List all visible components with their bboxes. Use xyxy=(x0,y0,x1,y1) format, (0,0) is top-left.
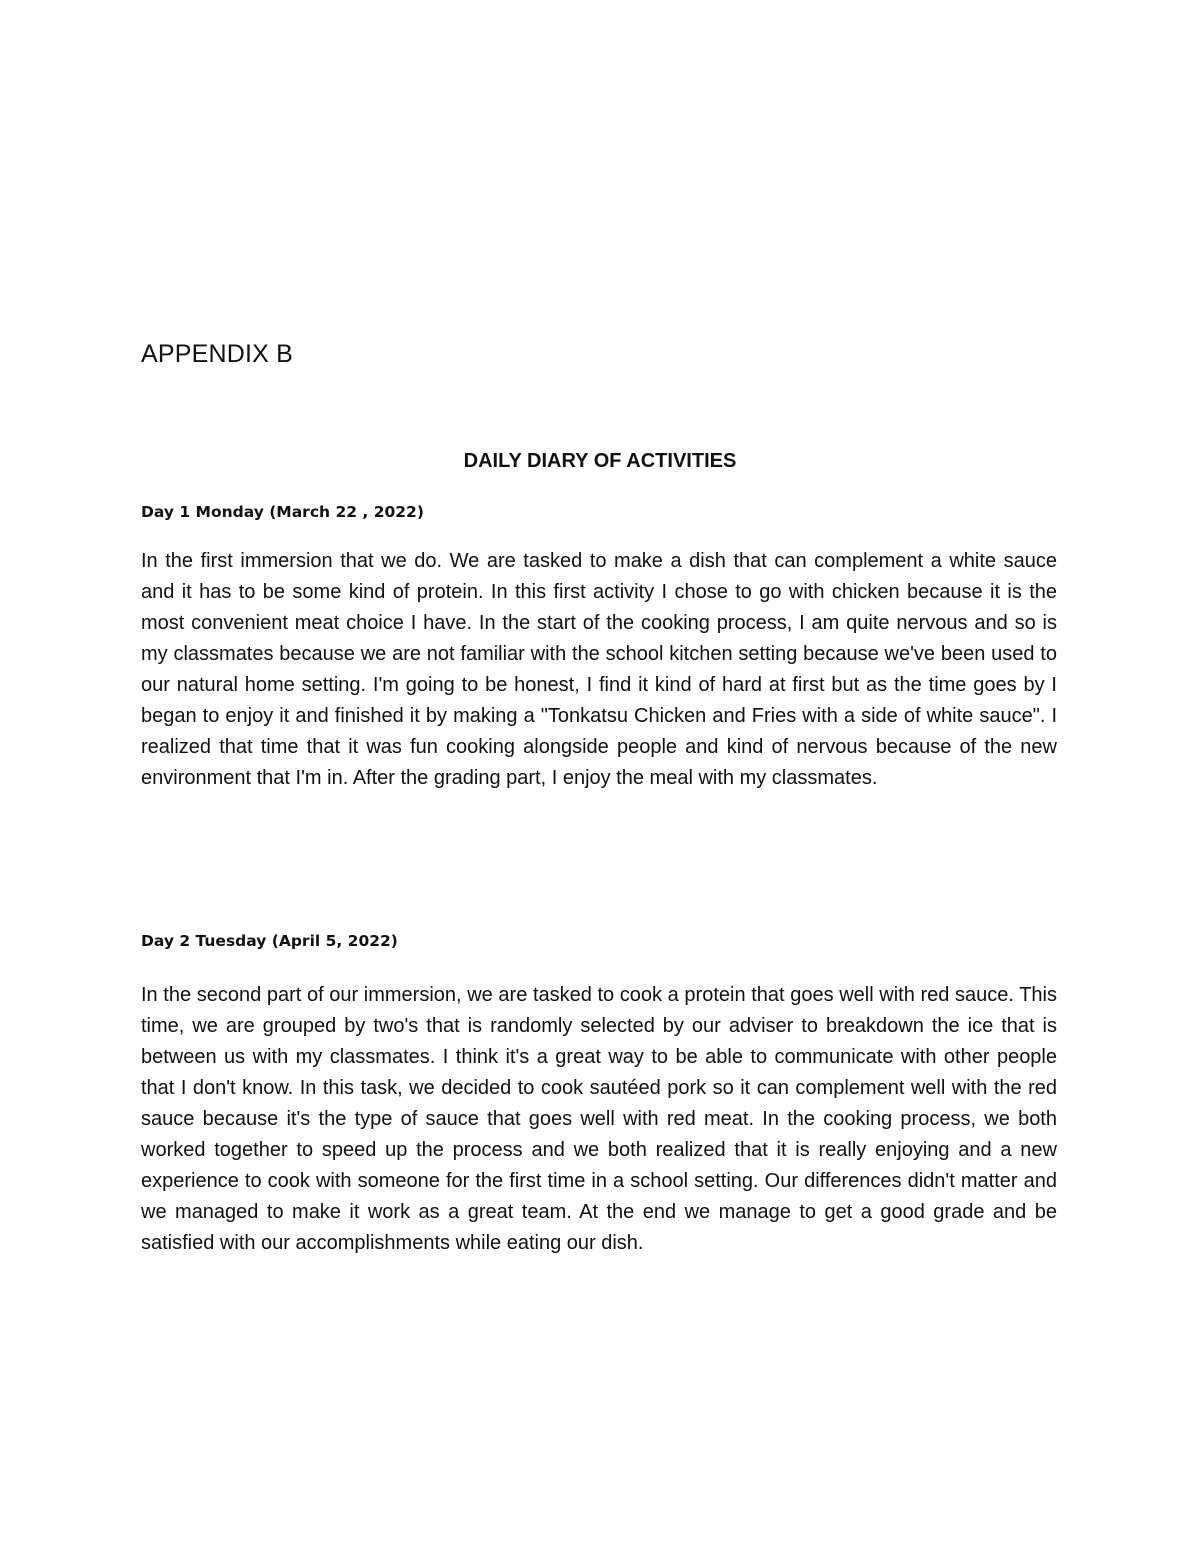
entry-heading-day-1: Day 1 Monday (March 22 , 2022) xyxy=(141,503,424,521)
entry-body-day-1: In the first immersion that we do. We are tasked to make a dish that can complement a white sauce and it has to be some kind of protein. In this first activity I chose to go with chicken because it is the most convenient meat choice I have. In the start of the cooking process, I am quite nervous and so is my classmates because we are not familiar with the school kitchen setting because we've been used to our natural home setting. I'm going to be honest, I find it kind of hard at first but as the time goes by I began to enjoy it and finished it by making a "Tonkatsu Chicken and Fries with a side of white sauce". I realized that time that it was fun cooking alongside people and kind of nervous because of the new environment that I'm in. After the grading part, I enjoy the meal with my classmates. xyxy=(141,550,1057,789)
appendix-label: APPENDIX B xyxy=(141,340,294,368)
document-title: DAILY DIARY OF ACTIVITIES xyxy=(463,450,737,472)
entry-body-day-2: In the second part of our immersion, we are tasked to cook a protein that goes well with red sauce. This time, we are grouped by two's that is randomly selected by our adviser to breakdown the ice that is between us with my classmates. I think it's a great way to be able to communicate with other people that I don't know. In this task, we decided to cook sautéed pork so it can complement well with the red sauce because it's the type of sauce that goes well with red meat. In the cooking process, we both worked together to speed up the process and we both realized that it is really enjoying and a new experience to cook with someone for the first time in a school setting. Our differences didn't matter and we managed to make it work as a great team. At the end we manage to get a good grade and be satisfied with our accomplishments while eating our dish. xyxy=(141,984,1057,1254)
entry-heading-day-2: Day 2 Tuesday (April 5, 2022) xyxy=(141,932,398,950)
